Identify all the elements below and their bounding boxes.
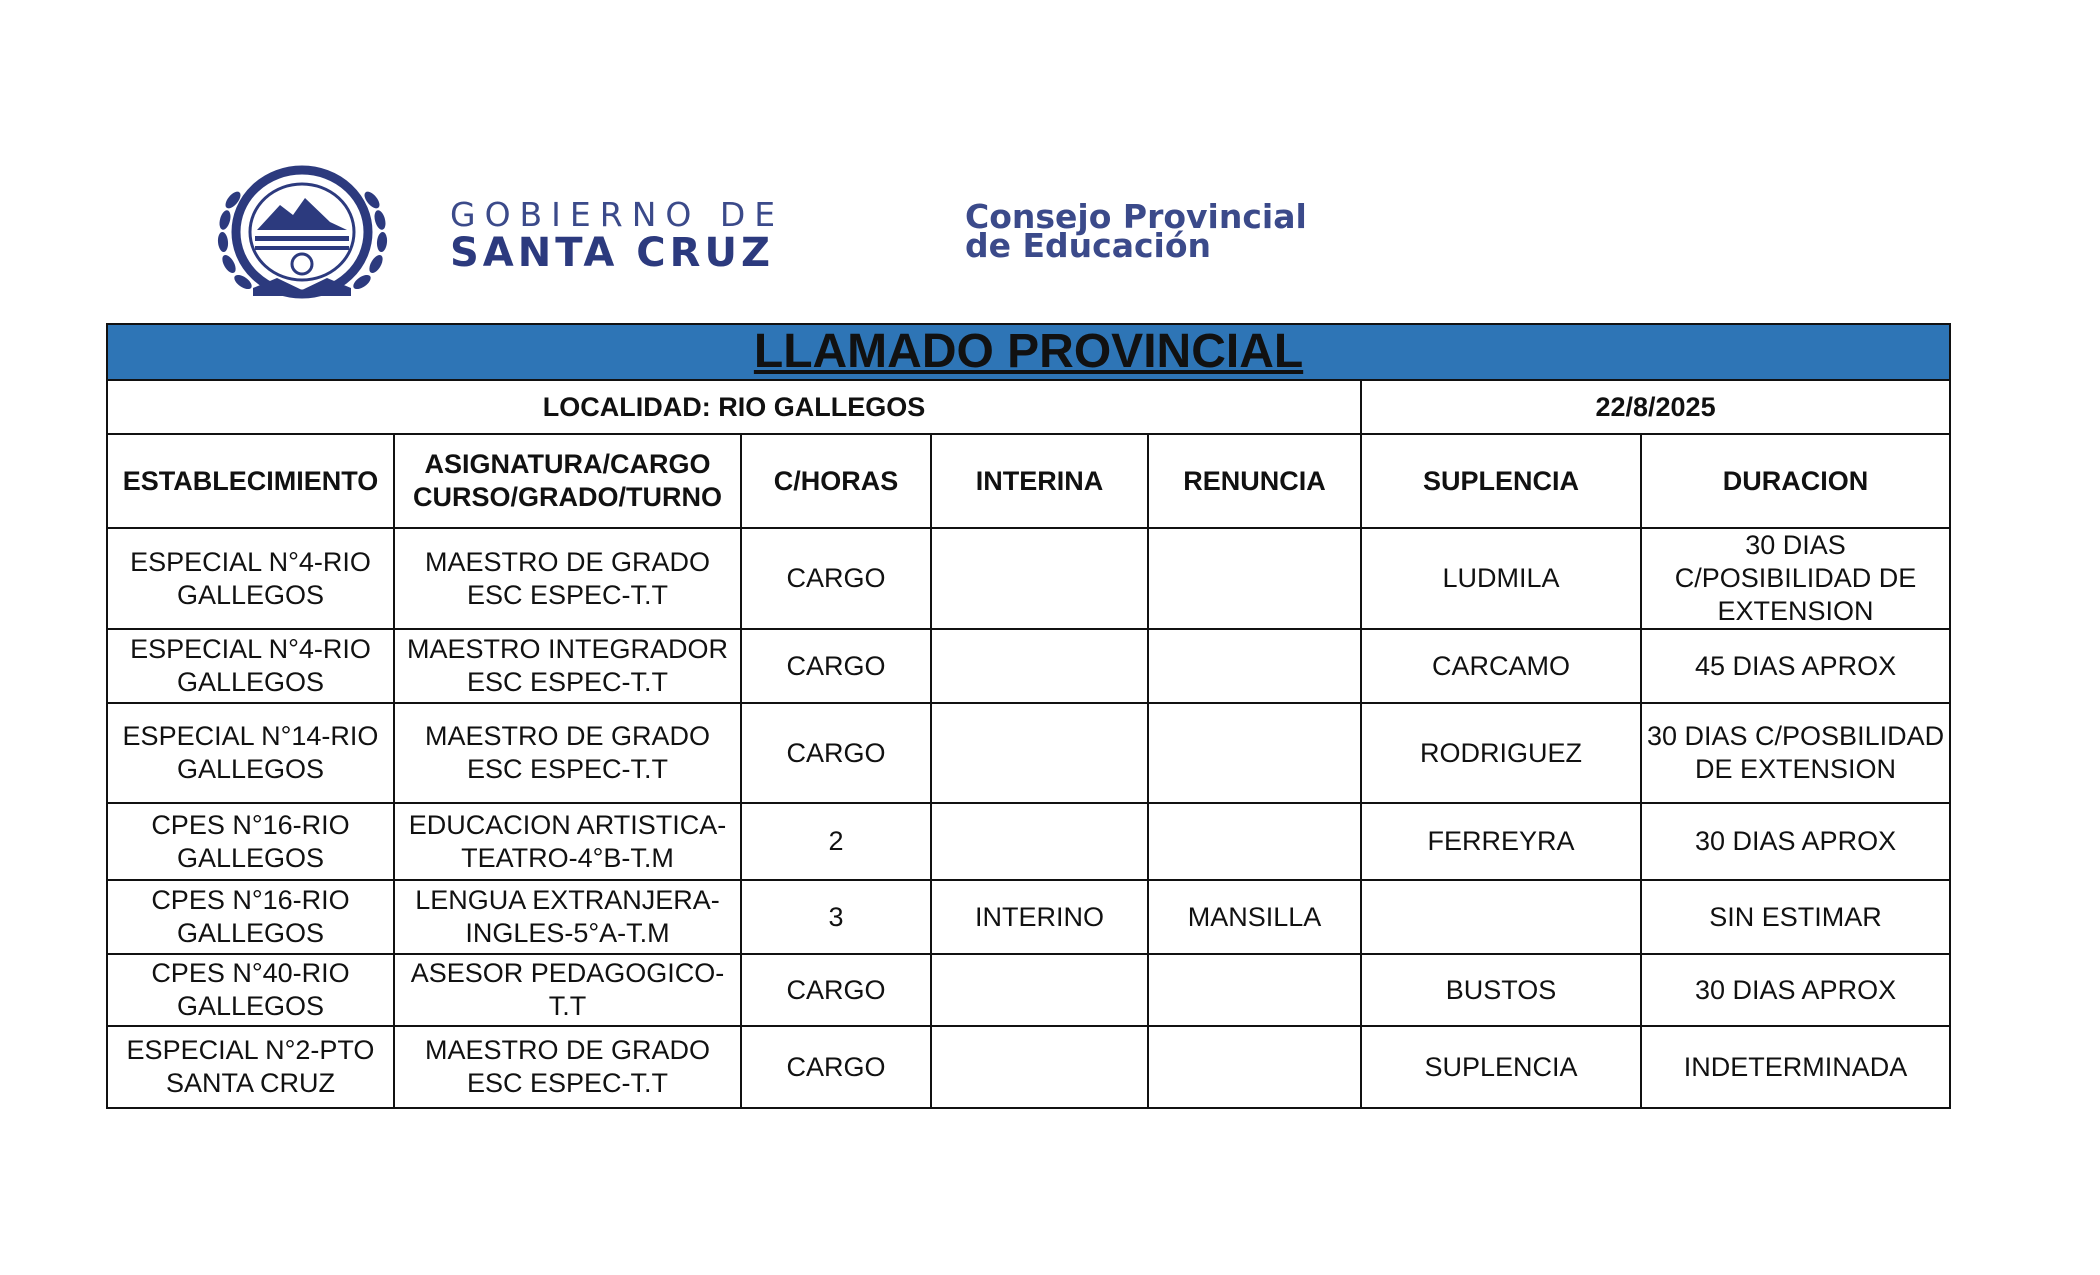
table-cell: ESPECIAL N°4-RIO GALLEGOS [107,629,394,703]
table-cell: ASESOR PEDAGOGICO-T.T [394,954,741,1026]
government-name-line1: GOBIERNO DE [450,195,785,234]
table-row [107,880,1950,954]
table-cell: MAESTRO DE GRADO ESC ESPEC-T.T [394,528,741,629]
title-cell [107,324,1950,380]
table-cell: MAESTRO INTEGRADOR ESC ESPEC-T.T [394,629,741,703]
council-name-line2: de Educación [965,226,1212,265]
table-cell: CPES N°40-RIO GALLEGOS [107,954,394,1026]
council-name-line1: Consejo Provincial [965,197,1307,236]
table-cell: SIN ESTIMAR [1641,880,1950,954]
table-row [107,528,1950,629]
table-cell [1148,803,1361,880]
table-cell: FERREYRA [1361,803,1641,880]
date-cell: 22/8/2025 [1361,380,1950,434]
table-cell: CPES N°16-RIO GALLEGOS [107,803,394,880]
table-cell: ESPECIAL N°4-RIO GALLEGOS [107,528,394,629]
table-cell [931,703,1148,803]
table-cell: INTERINO [931,880,1148,954]
table-cell [1148,629,1361,703]
column-header: C/HORAS [741,434,931,528]
localidad-cell: LOCALIDAD: RIO GALLEGOS [107,380,1361,434]
table-cell: CARGO [741,1026,931,1108]
column-header: RENUNCIA [1148,434,1361,528]
table-cell: CPES N°16-RIO GALLEGOS [107,880,394,954]
table-cell: 30 DIAS C/POSBILIDAD DE EXTENSION [1641,703,1950,803]
location-row [107,380,1950,434]
table-cell: 30 DIAS APROX [1641,803,1950,880]
table-cell: CARGO [741,954,931,1026]
call-table [106,323,1951,1109]
table-cell: 30 DIAS APROX [1641,954,1950,1026]
column-header: DURACION [1641,434,1950,528]
council-logo-text [965,197,1307,265]
table-cell: CARGO [741,528,931,629]
column-header: SUPLENCIA [1361,434,1641,528]
table-cell: ESPECIAL N°14-RIO GALLEGOS [107,703,394,803]
table-cell [1148,954,1361,1026]
government-logo-text [450,195,785,276]
table-cell: MANSILLA [1148,880,1361,954]
table-row [107,1026,1950,1108]
table-cell [931,954,1148,1026]
table-cell [931,803,1148,880]
table-cell [931,629,1148,703]
table-row [107,954,1950,1026]
table-cell: CARCAMO [1361,629,1641,703]
table-cell: INDETERMINADA [1641,1026,1950,1108]
table-cell: RODRIGUEZ [1361,703,1641,803]
table-cell: EDUCACION ARTISTICA-TEATRO-4°B-T.M [394,803,741,880]
table-cell: BUSTOS [1361,954,1641,1026]
table-cell: 2 [741,803,931,880]
table-cell: CARGO [741,703,931,803]
table-cell: LENGUA EXTRANJERA-INGLES-5°A-T.M [394,880,741,954]
table-cell: 3 [741,880,931,954]
table-cell [1148,703,1361,803]
table-cell: SUPLENCIA [1361,1026,1641,1108]
table-cell [1148,1026,1361,1108]
sheet-title: LLAMADO PROVINCIAL [753,325,1304,378]
title-row [107,324,1950,380]
table-cell: ESPECIAL N°2-PTO SANTA CRUZ [107,1026,394,1108]
provincial-seal-icon [205,160,400,302]
column-header-row [107,434,1950,528]
table-row [107,703,1950,803]
table-cell: MAESTRO DE GRADO ESC ESPEC-T.T [394,1026,741,1108]
table-cell [1148,528,1361,629]
table-cell: CARGO [741,629,931,703]
table-cell [931,1026,1148,1108]
table-row [107,803,1950,880]
government-name-line2: SANTA CRUZ [450,230,774,276]
column-header: INTERINA [931,434,1148,528]
table-cell: MAESTRO DE GRADO ESC ESPEC-T.T [394,703,741,803]
table-cell: 30 DIAS C/POSIBILIDAD DE EXTENSION [1641,528,1950,629]
column-header: ESTABLECIMIENTO [107,434,394,528]
table-cell: LUDMILA [1361,528,1641,629]
table-cell [931,528,1148,629]
column-header: ASIGNATURA/CARGO CURSO/GRADO/TURNO [394,434,741,528]
table-cell: 45 DIAS APROX [1641,629,1950,703]
table-cell [1361,880,1641,954]
table-row [107,629,1950,703]
header-logos [205,160,1405,310]
